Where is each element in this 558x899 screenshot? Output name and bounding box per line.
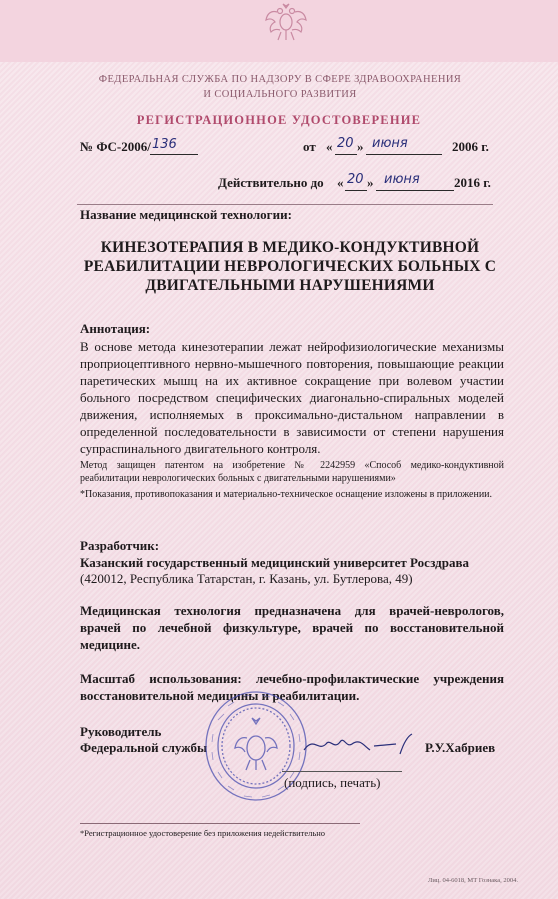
developer-label: Разработчик: — [80, 538, 160, 553]
valid-open-quote: « — [337, 175, 344, 190]
technology-label: Название медицинской технологии: — [80, 207, 292, 222]
handwritten-signature-icon — [300, 726, 420, 758]
footnote: *Регистрационное удостоверение без приложения недействительно — [80, 828, 326, 838]
signatory-role-line-2: Федеральной службы — [80, 740, 208, 755]
certificate-number-handwritten: 136 — [152, 137, 177, 152]
signature-caption: (подпись, печать) — [284, 775, 381, 790]
certificate-title: РЕГИСТРАЦИОННОЕ УДОСТОВЕРЕНИЕ — [136, 113, 422, 127]
number-underline — [150, 154, 198, 155]
date-from-close-quote: » — [357, 139, 364, 154]
purpose-text: Медицинская технология предназначена для врачей-неврологов, врачей по лечебной физкультуре, врачей по восстановительной медицине. — [80, 603, 504, 652]
signatory-name: Р.У.Хабриев — [425, 740, 496, 755]
valid-day-underline — [345, 190, 367, 191]
patent-note: Метод защищен патентом на изобретение № 2242959 «Способ медико-кондуктивной реабилитации неврологических больных с двигательными нарушениями» — [80, 460, 504, 484]
technology-title-line-2: РЕАБИЛИТАЦИИ НЕВРОЛОГИЧЕСКИХ БОЛЬНЫХ С — [83, 258, 497, 275]
developer-address: (420012, Республика Татарстан, г. Казань, ул. Бутлерова, 49) — [80, 571, 413, 586]
signatory-role-line-1: Руководитель — [80, 724, 162, 739]
divider — [77, 204, 493, 205]
date-from-month-underline — [366, 154, 442, 155]
valid-month: июня — [384, 172, 420, 187]
valid-close-quote: » — [367, 175, 374, 190]
valid-month-underline — [376, 190, 454, 191]
print-info: Лиц. 04-6018, МТ Гознака, 2004. — [427, 877, 518, 884]
scale-text: Масштаб использования: лечебно-профилактические учреждения восстановительной медицины и реабилитации. — [80, 671, 504, 703]
date-from-open-quote: « — [326, 139, 333, 154]
technology-title — [80, 238, 500, 295]
technology-title-line-3: ДВИГАТЕЛЬНЫМИ НАРУШЕНИЯМИ — [145, 277, 435, 294]
agency-line-2: И СОЦИАЛЬНОГО РАЗВИТИЯ — [203, 89, 357, 100]
signature-line — [282, 771, 402, 772]
footnote-divider — [80, 823, 360, 824]
valid-until-label: Действительно до — [218, 175, 324, 190]
date-from-month: июня — [372, 136, 408, 151]
valid-day: 20 — [347, 172, 364, 187]
technology-title-line-1: КИНЕЗОТЕРАПИЯ В МЕДИКО-КОНДУКТИВНОЙ — [100, 239, 480, 256]
annotation-text: В основе метода кинезотерапии лежат нейрофизиологические механизмы проприоцептивного нервно-мышечного повторения, повышающие реакции паретических мышц на их активное сокращение при волевом участии больного посредством специфических диагонально-спиральных моделей движения, исполняемых в проксимально-дистальном направлении в определенной последовательности в зависимости от степени нарушения супраспинального двигательного контроля. — [80, 339, 504, 456]
annotation-label: Аннотация: — [80, 321, 151, 336]
certificate-number-prefix: № ФС-2006/ — [80, 139, 151, 154]
valid-year: 2016 г. — [454, 175, 491, 190]
date-from-day: 20 — [337, 136, 354, 151]
date-from-year: 2006 г. — [452, 139, 489, 154]
agency-line-1: ФЕДЕРАЛЬНАЯ СЛУЖБА ПО НАДЗОРУ В СФЕРЕ ЗДРАВООХРАНЕНИЯ — [98, 74, 462, 85]
agency-name — [60, 72, 500, 102]
double-headed-eagle-emblem-icon — [263, 2, 309, 42]
developer-name: Казанский государственный медицинский университет Росздрава — [80, 555, 470, 570]
indications-note: *Показания, противопоказания и материально-техническое оснащение изложены в приложении. — [80, 489, 493, 500]
date-from-label: от — [303, 139, 316, 154]
date-from-day-underline — [335, 154, 357, 155]
